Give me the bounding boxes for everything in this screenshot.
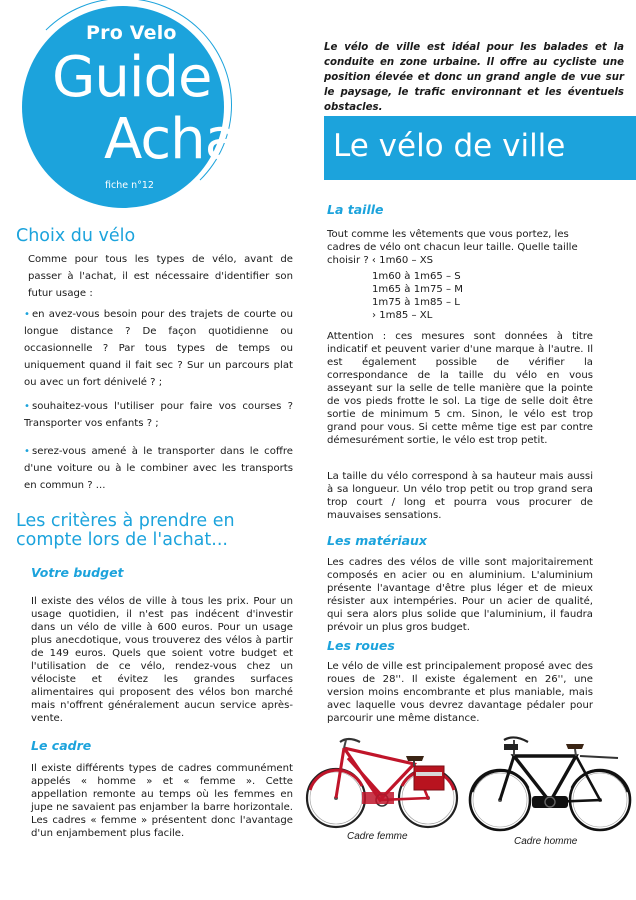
page-title: Le vélo de ville [333,128,566,164]
caption-cadre-homme: Cadre homme [514,836,578,847]
bike-femme-image [304,734,462,832]
size-l: 1m75 à 1m85 – L [372,297,460,308]
choix-bullet-3: • serez-vous amené à le transporter dans le coffre d'une voiture ou à le combiner avec les transports en commun ? ... [24,443,293,494]
size-s: 1m60 à 1m65 – S [372,271,461,282]
cadre-text: Il existe différents types de cadres communément appelés « homme » et « femme ». Cette appellation remonte au temps où les femmes en jupe ne savaient pas enjamber la barre horizontale. Les cadres « femme » présentent donc l'avantage d'un enjambement plus facile. [31,763,293,839]
size-xl: › 1m85 – XL [372,310,433,321]
intro-text: Le vélo de ville est idéal pour les balades et la conduite en zone urbaine. Il offre au cycliste une position élevée et donc un grand angle de vue sur le paysage, le trafic environnant et les éventuels obstacles. [324,42,624,113]
logo-guide: Guide [52,45,212,110]
logo-achat: Achat [104,107,259,172]
fiche-number: fiche n°12 [105,180,154,191]
cadre-heading: Le cadre [31,738,92,753]
budget-heading: Votre budget [31,565,124,580]
choix-bullet-2: • souhaitez-vous l'utiliser pour faire vos courses ? Transporter vos enfants ? ; [24,398,293,432]
bike-homme-image [468,734,632,834]
criteres-heading-1: Les critères à prendre en [16,511,235,531]
choix-intro: Comme pour tous les types de vélo, avant de passer à l'achat, il est nécessaire d'identifier son futur usage : [28,254,293,299]
materiaux-text: Les cadres des vélos de ville sont majoritairement composés en acier ou en aluminium. L'aluminium présente l'avantage d'être plus léger et de mieux résister aux intempéries. Pour un acier de qualité, qui sera alors plus solide que l'aluminium, il faudra prévoir un plus gros budget. [327,557,593,633]
taille-attention: Attention : ces mesures sont données à titre indicatif et peuvent varier d'une marque à l'autre. Il est également possible de vérifier la correspondance de la taille du vélo en vous asseyant sur la selle de telle manière que la pointe de vos pieds frotte le sol. La tige de selle doit être sortie de minimum 5 cm. Sinon, le vélo est trop grand pour vous. Si cette même tige est par contre démesurément sortie, le vélo est trop petit. [327,331,593,446]
roues-text: Le vélo de ville est principalement proposé avec des roues de 28''. Il existe également en 26'', une version moins encombrante et plus maniable, mais avec laquelle vous devrez davantage pédaler pour parcourir une même distance. [327,661,593,724]
logo-brand: Pro Velo [86,22,177,44]
title-banner [324,116,636,180]
size-list [372,270,463,322]
taille-hauteur: La taille du vélo correspond à sa hauteur mais aussi à sa longueur. Un vélo trop petit ou trop grand sera trop court / long et pourra vous procurer de mauvaises sensations. [327,471,593,521]
taille-intro: Tout comme les vêtements que vous portez, les cadres de vélo ont chacun leur taille. Quelle taille choisir ? ‹ 1m60 – XS [327,229,578,266]
roues-heading: Les roues [327,638,395,653]
materiaux-heading: Les matériaux [327,533,427,548]
criteres-heading-2: compte lors de l'achat... [16,530,228,550]
taille-heading: La taille [327,202,384,217]
size-m: 1m65 à 1m75 – M [372,284,463,295]
caption-cadre-femme: Cadre femme [347,831,408,842]
choix-heading: Choix du vélo [16,226,136,246]
budget-text: Il existe des vélos de ville à tous les prix. Pour un usage quotidien, il n'est pas indécent d'investir dans un vélo de ville à 600 euros. Pour un usage plus anecdotique, vous trouverez des vélos à partir de 149 euros. Quels que soient votre budget et l'utilisation de ce vélo, rendez-vous chez un vélociste et évitez les grandes surfaces alimentaires qui proposent des vélos bon marché mais n'offrent généralement aucun service après-vente. [31,596,293,724]
choix-bullet-1: • en avez-vous besoin pour des trajets de courte ou longue distance ? De façon quotidienne ou occasionnelle ? Par tous types de temps ou uniquement quand il fait sec ? Sur un parcours plat ou avec un fort dénivelé ? ; [24,306,293,391]
